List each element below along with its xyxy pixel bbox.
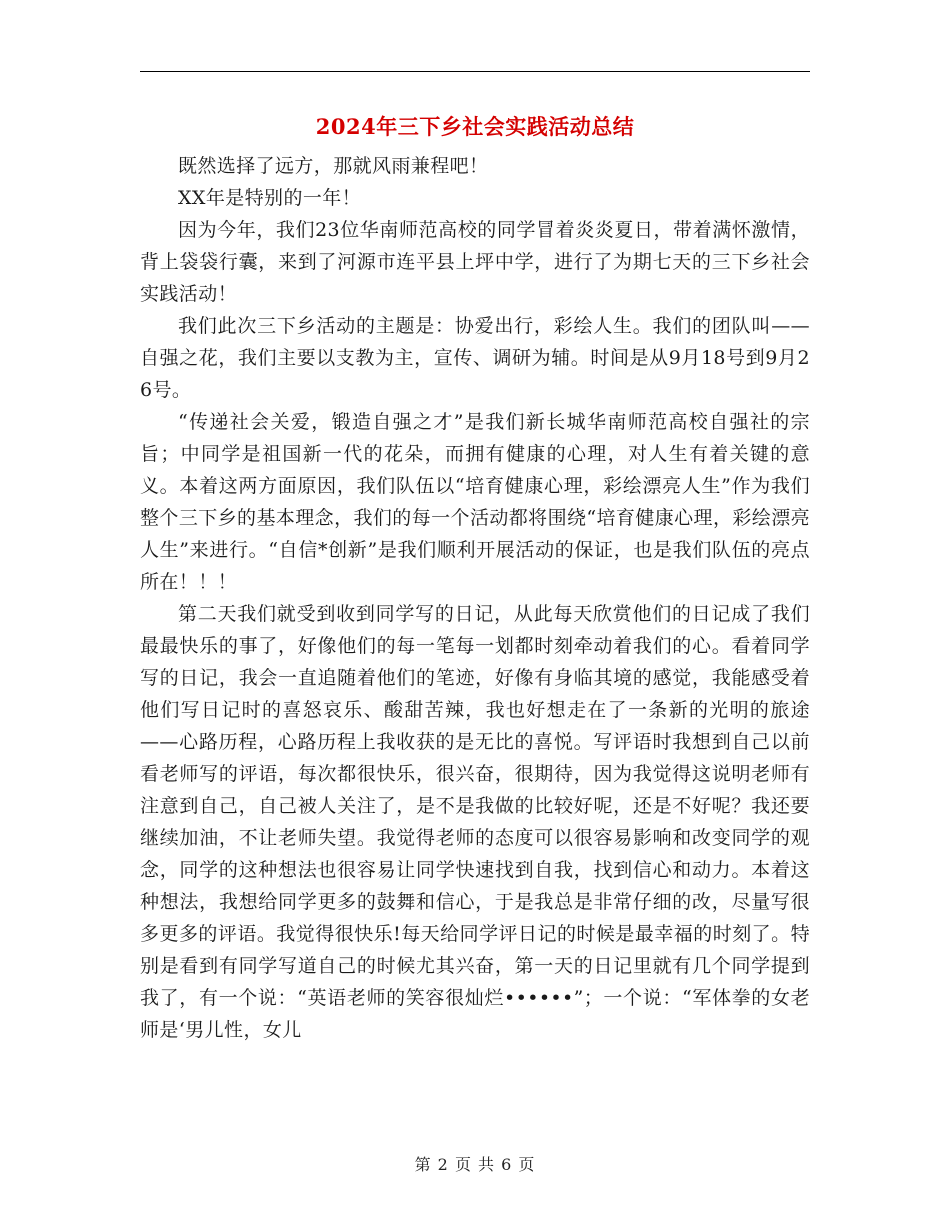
page-number: 第 2 页 共 6 页 <box>414 1155 536 1174</box>
document-body <box>140 150 810 1046</box>
header-rule <box>140 71 810 72</box>
paragraph-6: 第二天我们就受到收到同学写的日记，从此每天欣赏他们的日记成了我们最最快乐的事了，好像他们的每一笔每一划都时刻牵动着我们的心。看着同学写的日记，我会一直追随着他们的笔迹，好像有身临其境的感觉，我能感受着他们写日记时的喜怒哀乐、酸甜苦辣，我也好想走在了一条新的光明的旅途——心路历程，心路历程上我收获的是无比的喜悦。写评语时我想到自己以前看老师写的评语，每次都很快乐，很兴奋，很期待，因为我觉得这说明老师有注意到自己，自己被人关注了，是不是我做的比较好呢，还是不好呢？我还要继续加油，不让老师失望。我觉得老师的态度可以很容易影响和改变同学的观念，同学的这种想法也很容易让同学快速找到自我，找到信心和动力。本着这种想法，我想给同学更多的鼓舞和信心，于是我总是非常仔细的改，尽量写很多更多的评语。我觉得很快乐!每天给同学评日记的时候是最幸福的时刻了。特别是看到有同学写道自己的时候尤其兴奋，第一天的日记里就有几个同学提到我了，有一个说：“英语老师的笑容很灿烂••••••”；一个说：“军体拳的女老师是‘男儿性，女儿 <box>140 603 810 1041</box>
paragraph-3: 因为今年，我们23位华南师范高校的同学冒着炎炎夏日，带着满怀激情，背上袋袋行囊，来到了河源市连平县上坪中学，进行了为期七天的三下乡社会实践活动！ <box>140 219 810 305</box>
paragraph-1: 既然选择了远方，那就风雨兼程吧！ <box>178 155 489 177</box>
paragraph-5: “传递社会关爱，锻造自强之才”是我们新长城华南师范高校自强社的宗旨；中同学是祖国新一代的花朵，而拥有健康的心理，对人生有着关键的意义。本着这两方面原因，我们队伍以“培育健康心理，彩绘漂亮人生”作为我们整个三下乡的基本理念，我们的每一个活动都将围绕“培育健康心理，彩绘漂亮人生”来进行。“自信*创新”是我们顺利开展活动的保证，也是我们队伍的亮点所在！！！ <box>140 411 810 593</box>
document-title: 2024年三下乡社会实践活动总结 <box>315 114 635 139</box>
paragraph-4: 我们此次三下乡活动的主题是：协爱出行，彩绘人生。我们的团队叫——自强之花，我们主要以支教为主，宣传、调研为辅。时间是从9月18号到9月26号。 <box>140 315 810 401</box>
paragraph-2: XX年是特别的一年！ <box>178 187 362 209</box>
